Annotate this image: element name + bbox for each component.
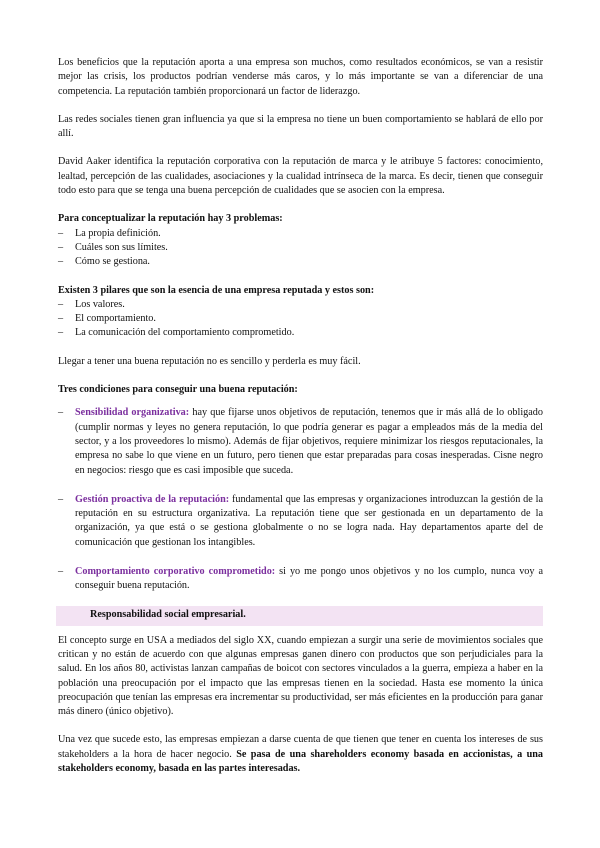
condition-item (58, 493, 543, 550)
section-title: Responsabilidad social empresarial. (90, 609, 246, 621)
condition-text: si yo me pongo unos objetivos y no los cumplo, nunca voy a conseguir buena reputación. (75, 566, 543, 592)
stakeholders-text: Una vez que sucede esto, las empresas empiezan a darse cuenta de que tienen que tener en cuenta los intereses de sus stakeholders a la hora de hacer negocio. (58, 734, 543, 760)
paragraph-aaker: David Aaker identifica la reputación corporativa con la reputación de marca y le atribuye 5 factores: conocimiento, lealtad, percepción de las cualidades, asociaciones y la cualidad intrínseca de la marca. Es decir, tienen que conseguir todo esto para que se tenga una buena percepción de cualidades que se asocien con la empresa. (58, 156, 543, 197)
list-item: – Los valores. (58, 298, 543, 312)
list-item: – La comunicación del comportamiento comprometido. (58, 326, 543, 340)
condition-text: fundamental que las empresas y organizaciones introduzcan la gestión de la reputación en su estructura organizativa. La reputación tiene que ser gestionada en un departamento de la organización, ya que está o se gestiona globalmente o no se logra nada. Hay departamentos aparte del de comunicación que gestionan los intangibles. (75, 493, 543, 548)
condition-term: Comportamiento corporativo comprometido: (75, 566, 276, 578)
problems-list (58, 227, 543, 270)
paragraph-easy: Llegar a tener una buena reputación no es sencillo y perderla es muy fácil. (58, 355, 361, 367)
pillars-list (58, 298, 543, 341)
paragraph-social-networks: Las redes sociales tienen gran influencia ya que si la empresa no tiene un buen comportamiento se hablará de ello por allí. (58, 113, 543, 140)
document-body (58, 56, 543, 776)
list-item: – Cuáles son sus límites. (58, 241, 543, 255)
conditions-list (58, 406, 543, 593)
stakeholders-bold-text: Se pasa de una shareholders economy basada en accionistas, a una stakeholders economy, basada en las partes interesadas. (58, 748, 543, 774)
pillars-heading: Existen 3 pilares que son la esencia de una empresa reputada y estos son: (58, 284, 375, 296)
paragraph-rse: El concepto surge en USA a mediados del siglo XX, cuando empiezan a surgir una serie de movimientos sociales que critican y no están de acuerdo con que algunas empresas ganen dinero con productos que son perjudiciales para la salud. En los años 80, activistas lanzan campañas de boicot con sectores vinculados a la guerra, empieza a haber en la población una preocupación por el impacto que las empresas tienen en la sociedad. Hasta ese momento la única preocupación que tenían las empresas era incrementar su productividad, ser más eficientes en la producción para ganar más dinero (único objetivo). (58, 634, 543, 718)
condition-term: Sensibilidad organizativa: (75, 407, 190, 419)
conditions-heading: Tres condiciones para conseguir una buena reputación: (58, 384, 298, 396)
list-item: – El comportamiento. (58, 312, 543, 326)
list-item: – La propia definición. (58, 227, 543, 241)
paragraph-benefits: Los beneficios que la reputación aporta a una empresa son muchos, como resultados económicos, se van a resistir mejor las crisis, los productos podrían venderse más caros, y lo más importante se van a diferenciar de una competencia. La reputación también proporcionará un factor de liderazgo. (58, 57, 543, 97)
problems-heading: Para conceptualizar la reputación hay 3 problemas: (58, 213, 283, 225)
condition-item (58, 565, 543, 594)
list-item: – Cómo se gestiona. (58, 255, 543, 269)
section-heading-banner (56, 606, 543, 626)
condition-term: Gestión proactiva de la reputación: (75, 493, 230, 505)
condition-item (58, 406, 543, 477)
paragraph-stakeholders (58, 733, 543, 776)
condition-text: hay que fijarse unos objetivos de reputación, tenemos que ir más allá de lo obligado (cumplir normas y leyes no genera reputación, lo que podría generar es pagar a empleados más de la media del sector, y a los proveedores lo mismo). Además de fijar objetivos, requiere minimizar los riesgos reputacionales, la empresa no sabe lo que viene en un futuro, pero tienen que estar preparadas para cosas inesperadas. Cisne negro en negocios: riesgo que es casi imposible que suceda. (75, 407, 543, 476)
